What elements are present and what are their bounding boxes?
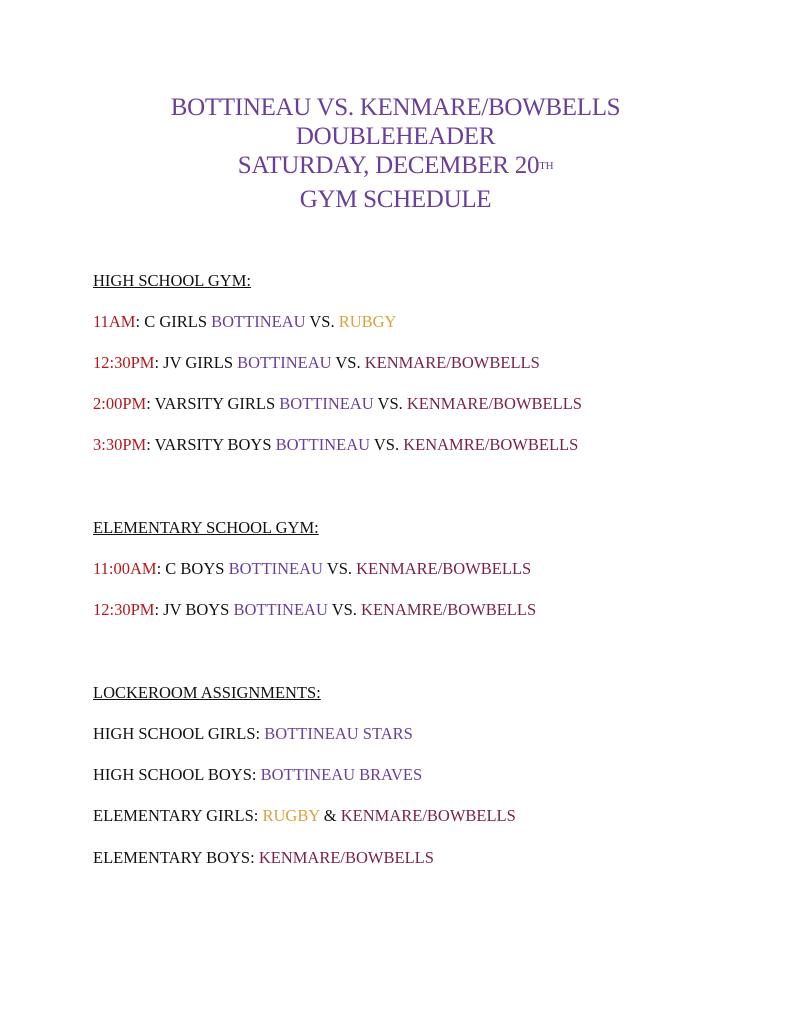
versus: VS. (327, 600, 362, 619)
lockeroom-heading: LOCKEROOM ASSIGNMENTS: (93, 683, 321, 702)
home-team: BOTTINEAU (233, 600, 328, 619)
locker-label: HIGH SCHOOL GIRLS: (93, 724, 265, 743)
elementary-heading: ELEMENTARY SCHOOL GYM: (93, 518, 319, 537)
locker-assignment-2 (93, 765, 422, 785)
game-time: 11AM (93, 312, 136, 331)
hs-game-2 (93, 353, 540, 373)
title-date: SATURDAY, DECEMBER 20 (237, 152, 540, 179)
game-sep: : (154, 353, 164, 372)
away-team: RUBGY (338, 312, 397, 331)
home-team: BOTTINEAU (211, 312, 306, 331)
game-sep: : (156, 559, 166, 578)
game-event: VARSITY GIRLS (154, 394, 280, 413)
home-team: BOTTINEAU (228, 559, 323, 578)
game-time: 2:00PM (93, 394, 147, 413)
elem-game-1 (93, 559, 531, 579)
game-event: C GIRLS (144, 312, 212, 331)
title-line-4: GYM SCHEDULE (299, 186, 492, 213)
versus: VS. (331, 353, 365, 372)
elem-game-2 (93, 600, 536, 620)
versus: VS. (322, 559, 357, 578)
locker-amp: & (319, 806, 341, 825)
game-time: 3:30PM (93, 435, 147, 454)
locker-team: BOTTINEAU STARS (264, 724, 413, 743)
away-team: KENMARE/BOWBELLS (364, 353, 540, 372)
game-time: 12:30PM (93, 600, 155, 619)
game-sep: : (154, 600, 164, 619)
home-team: BOTTINEAU (275, 435, 371, 454)
home-team: BOTTINEAU (237, 353, 332, 372)
locker-assignment-4 (93, 848, 434, 868)
game-event: VARSITY BOYS (154, 435, 276, 454)
locker-label: ELEMENTARY BOYS: (93, 848, 259, 867)
hs-game-4 (93, 435, 578, 455)
versus: VS. (305, 312, 339, 331)
away-team: KENAMRE/BOWBELLS (403, 435, 579, 454)
game-sep: : (146, 394, 155, 413)
locker-team-2: KENMARE/BOWBELLS (340, 806, 516, 825)
away-team: KENMARE/BOWBELLS (406, 394, 582, 413)
title-line-2: DOUBLEHEADER (295, 123, 496, 150)
title-date-suffix: TH (539, 160, 554, 172)
game-time: 11:00AM (93, 559, 157, 578)
locker-label: ELEMENTARY GIRLS: (93, 806, 263, 825)
title-line-1: BOTTINEAU VS. KENMARE/BOWBELLS (170, 94, 621, 121)
hs-game-1 (93, 312, 396, 332)
locker-team: KENMARE/BOWBELLS (258, 848, 434, 867)
locker-assignment-1 (93, 724, 413, 744)
high-school-heading: HIGH SCHOOL GYM: (93, 271, 251, 290)
home-team: BOTTINEAU (279, 394, 374, 413)
hs-game-3 (93, 394, 582, 414)
title-line-3 (0, 151, 791, 185)
versus: VS. (373, 394, 407, 413)
locker-team: BOTTINEAU BRAVES (260, 765, 423, 784)
locker-assignment-3 (93, 806, 516, 826)
document-title (0, 93, 791, 214)
game-sep: : (146, 435, 155, 454)
game-sep: : (135, 312, 145, 331)
locker-label: HIGH SCHOOL BOYS: (93, 765, 261, 784)
away-team: KENAMRE/BOWBELLS (361, 600, 537, 619)
game-time: 12:30PM (93, 353, 155, 372)
game-event: C BOYS (165, 559, 229, 578)
versus: VS. (370, 435, 404, 454)
game-event: JV GIRLS (163, 353, 238, 372)
away-team: KENMARE/BOWBELLS (356, 559, 532, 578)
locker-team: RUGBY (262, 806, 320, 825)
game-event: JV BOYS (163, 600, 234, 619)
